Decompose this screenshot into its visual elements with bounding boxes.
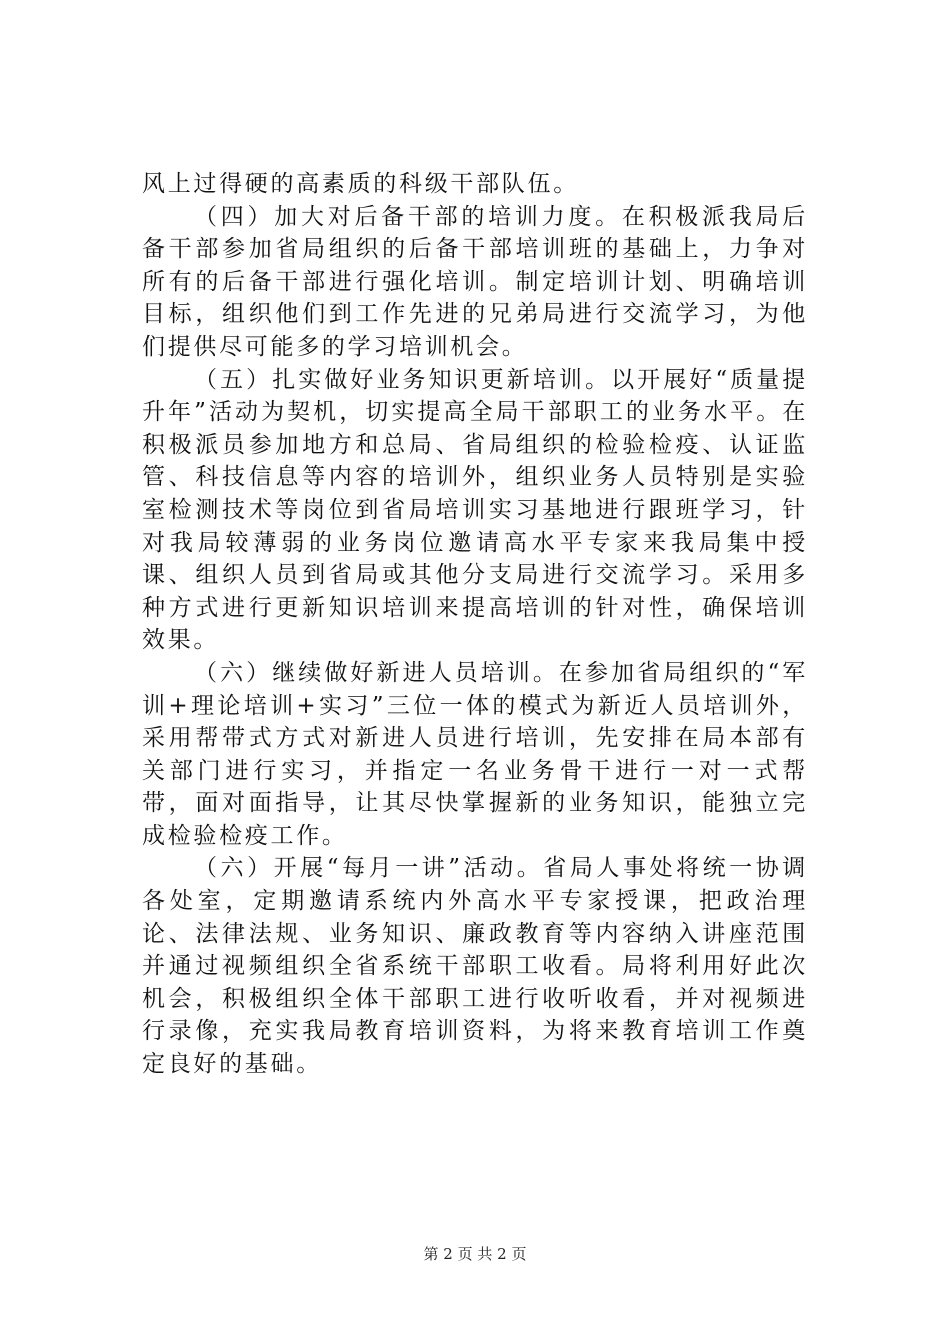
paragraph-continuation: 风上过得硬的高素质的科级干部队伍。 <box>142 171 579 197</box>
paragraph-item-6b: （六）开展“每月一讲”活动。省局人事处将统一协调各处室，定期邀请系统内外高水平专家授课，把政治理论、法律法规、业务知识、廉政教育等内容纳入讲座范围并通过视频组织全省系统干部职工收看。局将利用好此次机会，积极组织全体干部职工进行收听收看，并对视频进行录像，充实我局教育培训资料，为将来教育培训工作奠定良好的基础。 <box>142 855 808 1078</box>
paragraph-item-6a: （六）继续做好新进人员培训。在参加省局组织的“军训+理论培训+实习”三位一体的模式为新近人员培训外，采用帮带式方式对新进人员进行培训，先安排在局本部有关部门进行实习，并指定一名业务骨干进行一对一式帮带，面对面指导，让其尽快掌握新的业务知识，能独立完成检验检疫工作。 <box>142 659 808 849</box>
paragraph-item-5: （五）扎实做好业务知识更新培训。以开展好“质量提升年”活动为契机，切实提高全局干部职工的业务水平。在积极派员参加地方和总局、省局组织的检验检疫、认证监管、科技信息等内容的培训外，组织业务人员特别是实验室检测技术等岗位到省局培训实习基地进行跟班学习，针对我局较薄弱的业务岗位邀请高水平专家来我局集中授课、组织人员到省局或其他分支局进行交流学习。采用多种方式进行更新知识培训来提高培训的针对性，确保培训效果。 <box>142 366 808 654</box>
paragraph-item-4: （四）加大对后备干部的培训力度。在积极派我局后备干部参加省局组织的后备干部培训班的基础上，力争对所有的后备干部进行强化培训。制定培训计划、明确培训目标，组织他们到工作先进的兄弟局进行交流学习，为他们提供尽可能多的学习培训机会。 <box>142 203 808 360</box>
document-body <box>142 168 808 1081</box>
page-footer: 第 2 页 共 2 页 <box>423 1245 527 1263</box>
